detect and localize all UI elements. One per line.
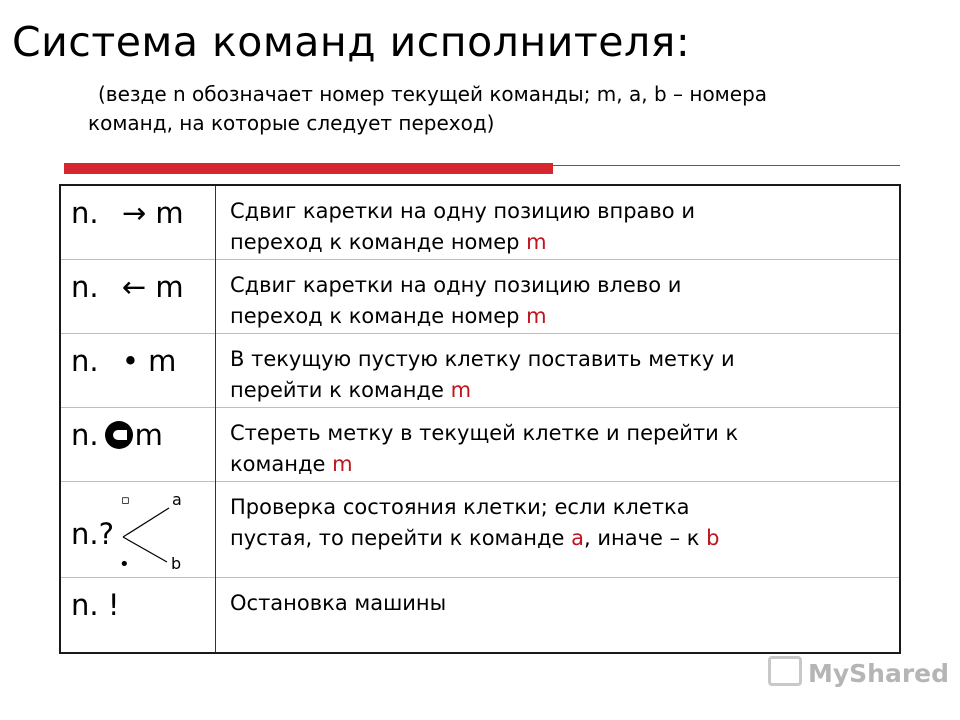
command-target: m [134, 417, 163, 452]
description-line: перейти к команде [230, 377, 451, 402]
command-number: n. [71, 196, 99, 230]
command-description [216, 259, 901, 333]
branch-line-a [123, 508, 169, 537]
red-accent-bar [64, 163, 553, 174]
table-row [60, 259, 900, 333]
description-line: , иначе – к [583, 525, 707, 550]
description-line: команде [230, 451, 333, 476]
table-row [60, 481, 900, 577]
description-line: переход к команде номер [230, 230, 527, 254]
command-target: m [155, 196, 184, 230]
arrow-right-icon: → [121, 196, 147, 230]
command-symbol-cell [60, 259, 216, 333]
watermark [768, 656, 949, 688]
command-ref-a: a [571, 525, 584, 550]
command-number: n. [71, 269, 99, 304]
command-ref: m [526, 230, 547, 254]
branch-diagram [61, 482, 215, 578]
command-description [216, 407, 901, 481]
description-line: пустая, то перейти к команде [230, 525, 572, 550]
command-ref: m [526, 303, 547, 328]
command-number: n.? [71, 516, 114, 551]
command-description [216, 481, 901, 577]
description-line: Сдвиг каретки на одну позицию вправо и [230, 199, 695, 223]
command-symbol-cell [60, 577, 216, 653]
subtitle [88, 80, 918, 138]
description-line: Стереть метку в текущей клетке и перейти к [230, 420, 739, 445]
subtitle-line-1: (везде n обозначает номер текущей команды; m, a, b – номера [98, 82, 768, 106]
table-row [60, 407, 900, 481]
command-symbol-cell [60, 333, 216, 407]
red-divider-line [553, 165, 900, 166]
description-line: Остановка машины [230, 590, 447, 615]
command-ref: m [450, 377, 472, 402]
command-number: n. [71, 417, 99, 452]
page-title: Система команд исполнителя: [12, 18, 691, 66]
command-description [216, 577, 901, 653]
bullet-mark-icon: • [121, 343, 139, 378]
command-number: n. [71, 343, 99, 378]
description-line: Сдвиг каретки на одну позицию влево и [230, 272, 682, 297]
description-line: переход к команде номер [230, 303, 527, 328]
command-table [59, 184, 901, 654]
table-row [60, 185, 900, 259]
myshared-logo-icon [768, 656, 802, 686]
arrow-left-icon: ← [121, 269, 147, 304]
command-symbol-cell [60, 185, 216, 259]
command-symbol-cell [60, 481, 216, 577]
table-row [60, 577, 900, 653]
command-symbol-cell [60, 407, 216, 481]
command-ref: m [332, 451, 353, 476]
table-row [60, 333, 900, 407]
watermark-text: MyShared [808, 659, 950, 688]
branch-label-b: b [171, 553, 182, 573]
subtitle-line-2: команд, на которые следует переход) [88, 111, 495, 135]
command-ref-b: b [706, 525, 720, 550]
description-line: В текущую пустую клетку поставить метку и [230, 346, 735, 371]
command-target: m [155, 269, 184, 304]
command-number: n. ! [71, 587, 120, 622]
branch-label-a: a [172, 489, 182, 509]
command-description [216, 185, 901, 259]
command-target: m [148, 343, 177, 378]
empty-cell-icon: ▫ [121, 492, 130, 508]
erase-mark-icon [105, 421, 133, 449]
command-description [216, 333, 901, 407]
mark-cell-icon: • [119, 553, 130, 575]
description-line: Проверка состояния клетки; если клетка [230, 494, 690, 519]
